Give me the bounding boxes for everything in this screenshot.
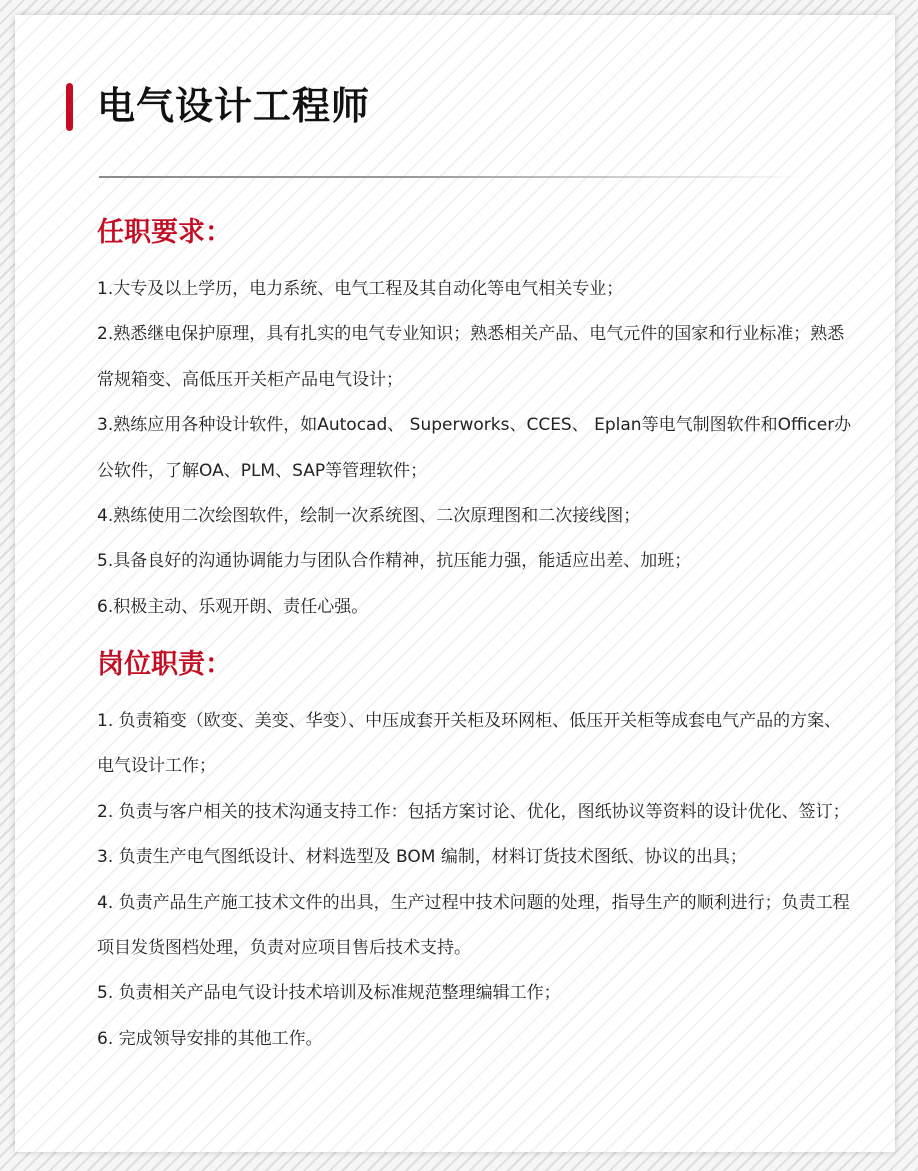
duty-item: 2. 负责与客户相关的技术沟通支持工作：包括方案讨论、优化，图纸协议等资料的设计优化、签订； bbox=[97, 801, 850, 822]
page-title: 电气设计工程师 bbox=[97, 84, 371, 128]
requirement-item: 1.大专及以上学历，电力系统、电气工程及其自动化等电气相关专业； bbox=[97, 279, 624, 299]
duty-item: 3. 负责生产电气图纸设计、材料选型及 BOM 编制，材料订货技术图纸、协议的出具； bbox=[97, 847, 747, 868]
duty-item: 4. 负责产品生产施工技术文件的出具，生产过程中技术问题的处理，指导生产的顺利进行；负责工程项目发货图档处理，负责对应项目售后技术支持。 bbox=[97, 892, 850, 959]
duty-item: 6. 完成领导安排的其他工作。 bbox=[97, 1028, 323, 1049]
requirement-item: 5.具备良好的沟通协调能力与团队合作精神，抗压能力强，能适应出差、加班； bbox=[97, 551, 692, 572]
duties-list bbox=[97, 699, 857, 1062]
requirement-item: 2.熟悉继电保护原理，具有扎实的电气专业知识；熟悉相关产品、电气元件的国家和行业标准；熟悉常规箱变、高低压开关柜产品电气设计； bbox=[97, 324, 845, 390]
requirements-heading: 任职要求： bbox=[97, 217, 232, 248]
duties-heading: 岗位职责： bbox=[97, 649, 232, 680]
requirement-item: 6.积极主动、乐观开朗、责任心强。 bbox=[97, 596, 369, 617]
requirements-section bbox=[97, 211, 857, 630]
title-accent-bar bbox=[66, 83, 73, 131]
title-divider bbox=[99, 176, 807, 178]
duties-section bbox=[97, 643, 857, 1062]
duty-item: 1. 负责箱变（欧变、美变、华变）、中压成套开关柜及环网柜、低压开关柜等成套电气产品的方案、电气设计工作； bbox=[97, 711, 842, 777]
requirement-item: 4.熟练使用二次绘图软件，绘制一次系统图、二次原理图和二次接线图； bbox=[97, 506, 641, 527]
duty-item: 5. 负责相关产品电气设计技术培训及标准规范整理编辑工作； bbox=[97, 983, 561, 1004]
job-posting-card bbox=[15, 15, 895, 1152]
requirement-item: 3.熟练应用各种设计软件，如Autocad、 Superworks、CCES、 Eplan等电气制图软件和Officer办公软件，了解OA、PLM、SAP等管理软件； bbox=[97, 415, 852, 481]
requirements-list bbox=[97, 267, 857, 630]
